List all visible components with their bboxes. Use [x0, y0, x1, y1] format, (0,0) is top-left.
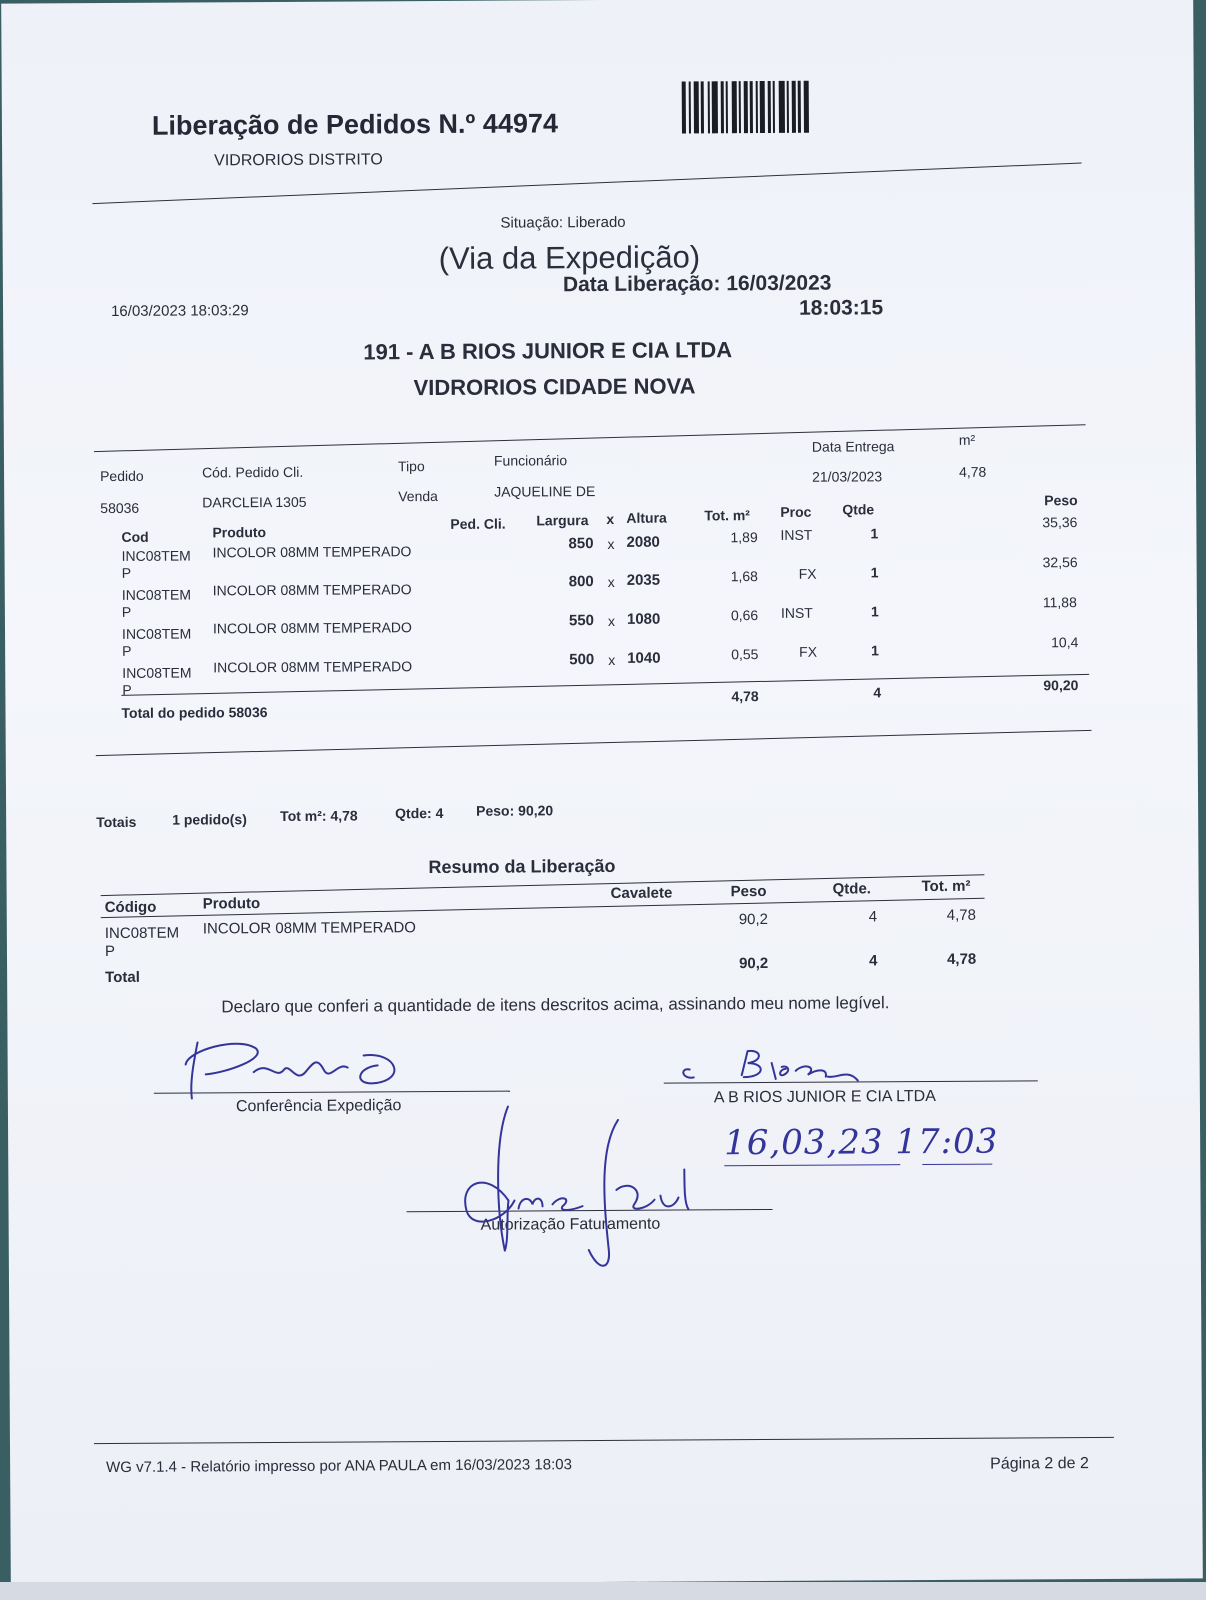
col-cod: Cod: [121, 528, 149, 545]
resumo-total-tot-m2: 4,78: [946, 950, 977, 968]
cliente-signature: [668, 1038, 888, 1089]
resumo-col-codigo: Código: [104, 898, 157, 917]
row4-cod: INC08TEM: [122, 664, 192, 681]
resumo-col-peso: Peso: [730, 882, 767, 901]
totais-peso: Peso: 90,20: [476, 802, 554, 819]
resumo-row-codigo-cont: P: [104, 942, 116, 961]
col-x: x: [606, 510, 615, 527]
row4-proc: FX: [799, 643, 818, 660]
totais-pedidos: 1 pedido(s): [172, 811, 247, 828]
company-subtitle: VIDRORIOS DISTRITO: [214, 151, 383, 170]
value-pedido: 58036: [100, 499, 140, 517]
via-label: (Via da Expedição): [438, 239, 701, 276]
row2-cod-cont: P: [121, 603, 132, 620]
background-strip: [0, 1582, 1206, 1600]
row1-cod: INC08TEM: [121, 547, 191, 564]
col-tot-m2: Tot. m²: [704, 507, 750, 524]
resumo-col-qtde: Qtde.: [832, 880, 871, 898]
order-total-label: Total do pedido 58036: [121, 704, 268, 721]
resumo-row-qtde: 4: [868, 908, 878, 926]
label-funcionario: Funcionário: [493, 452, 568, 469]
value-m2: 4,78: [959, 463, 987, 480]
resumo-row-tot-m2: 4,78: [946, 906, 977, 924]
row3-largura: 550: [568, 612, 595, 630]
resumo-title: Resumo da Liberação: [428, 855, 616, 878]
row2-largura: 800: [568, 573, 594, 591]
value-data-entrega: 21/03/2023: [812, 468, 883, 485]
row1-largura: 850: [568, 535, 594, 553]
autorizacao-label: Autorização Faturamento: [480, 1215, 661, 1234]
row3-x: x: [607, 612, 616, 629]
row2-cod: INC08TEM: [121, 586, 192, 603]
col-peso: Peso: [1044, 492, 1078, 509]
document-page: [1, 0, 1203, 1586]
declaration-text: Declaro que conferi a quantidade de itens descritos acima, assinando meu nome legível.: [221, 993, 890, 1017]
row3-peso: 11,88: [1042, 594, 1077, 611]
row3-proc: INST: [780, 604, 813, 621]
value-cod-pedido-cli: DARCLEIA 1305: [202, 493, 307, 511]
row4-produto: INCOLOR 08MM TEMPERADO: [213, 658, 413, 676]
barcode: [682, 80, 860, 133]
order-header-divider: [94, 424, 1086, 452]
resumo-col-produto: Produto: [202, 895, 261, 913]
label-tipo: Tipo: [397, 458, 425, 475]
handwritten-date: 16,03,23 17:03: [724, 1121, 999, 1164]
conferencia-label: Conferência Expedição: [235, 1097, 402, 1116]
label-data-entrega: Data Entrega: [811, 438, 895, 455]
row1-cod-cont: P: [121, 564, 132, 581]
printed-timestamp: 16/03/2023 18:03:29: [111, 302, 249, 320]
col-proc: Proc: [780, 503, 812, 520]
resumo-col-tot-m2: Tot. m²: [921, 877, 971, 896]
row3-produto: INCOLOR 08MM TEMPERADO: [212, 619, 412, 637]
order-total-m2: 4,78: [731, 688, 759, 705]
resumo-row-peso: 90,2: [738, 910, 769, 929]
row1-tot-m2: 1,89: [730, 529, 758, 546]
conferencia-signature: [157, 1021, 417, 1103]
row4-largura: 500: [569, 651, 595, 669]
section-divider: [96, 730, 1092, 756]
row2-tot-m2: 1,68: [730, 568, 758, 585]
row2-altura: 2035: [626, 571, 661, 589]
row3-altura: 1080: [626, 610, 661, 628]
row1-peso: 35,36: [1042, 514, 1078, 531]
resumo-row-produto: INCOLOR 08MM TEMPERADO: [202, 919, 416, 938]
row1-produto: INCOLOR 08MM TEMPERADO: [212, 543, 412, 561]
resumo-total-peso: 90,2: [739, 954, 769, 973]
row2-x: x: [607, 573, 615, 590]
label-cod-pedido-cli: Cód. Pedido Cli.: [201, 463, 304, 481]
cliente-label: A B RIOS JUNIOR E CIA LTDA: [713, 1087, 936, 1107]
row1-proc: INST: [780, 526, 813, 543]
row1-x: x: [607, 535, 615, 552]
row3-qtde: 1: [870, 603, 879, 620]
row4-x: x: [608, 651, 616, 668]
resumo-total-qtde: 4: [868, 952, 878, 970]
row3-tot-m2: 0,66: [730, 607, 759, 624]
handwritten-date-underline: [724, 1164, 900, 1166]
col-largura: Largura: [536, 512, 589, 529]
row4-peso: 10,4: [1051, 634, 1079, 651]
label-m2: m²: [958, 431, 976, 448]
totais-qtde: Qtde: 4: [395, 804, 444, 822]
row4-qtde: 1: [871, 642, 879, 659]
row1-qtde: 1: [870, 525, 879, 542]
totais-label: Totais: [96, 813, 137, 831]
items-total-divider: [121, 674, 1089, 696]
value-tipo: Venda: [398, 487, 438, 505]
row2-peso: 32,56: [1042, 554, 1078, 571]
resumo-total-label: Total: [105, 968, 140, 987]
data-liberacao: Data Liberação: 16/03/2023: [562, 271, 832, 297]
handwritten-time-underline: [922, 1164, 992, 1165]
col-altura: Altura: [626, 509, 667, 526]
order-total-peso: 90,20: [1043, 677, 1079, 694]
resumo-row-codigo: INC08TEM: [104, 924, 180, 943]
totais-m2: Tot m²: 4,78: [280, 807, 358, 824]
row2-proc: FX: [798, 565, 817, 582]
row3-cod: INC08TEM: [121, 625, 192, 642]
row1-altura: 2080: [626, 533, 660, 551]
row3-cod-cont: P: [122, 642, 132, 659]
row4-tot-m2: 0,55: [731, 646, 759, 663]
footer-divider: [94, 1437, 1114, 1444]
data-liberacao-time: 18:03:15: [798, 296, 884, 320]
footer-printed-by: WG v7.1.4 - Relatório impresso por ANA PAULA em 16/03/2023 18:03: [106, 1456, 572, 1477]
row4-cod-cont: P: [122, 681, 132, 698]
resumo-col-cavalete: Cavalete: [610, 884, 673, 902]
label-pedido: Pedido: [100, 467, 144, 485]
client-store: VIDRORIOS CIDADE NOVA: [413, 373, 696, 401]
order-total-qtde: 4: [873, 684, 882, 701]
situacao-status: Situação: Liberado: [500, 213, 626, 232]
col-produto: Produto: [212, 524, 267, 541]
autorizacao-signature: [448, 1099, 709, 1281]
value-funcionario: JAQUELINE DE: [494, 483, 596, 500]
row2-produto: INCOLOR 08MM TEMPERADO: [212, 581, 412, 599]
col-qtde: Qtde: [842, 501, 875, 518]
row2-qtde: 1: [870, 564, 879, 581]
client-name: 191 - A B RIOS JUNIOR E CIA LTDA: [363, 337, 733, 365]
col-ped-cli: Ped. Cli.: [450, 515, 506, 532]
document-title: Liberação de Pedidos N.º 44974: [151, 108, 559, 141]
page-number: Página 2 de 2: [990, 1455, 1089, 1473]
row4-altura: 1040: [627, 649, 661, 667]
